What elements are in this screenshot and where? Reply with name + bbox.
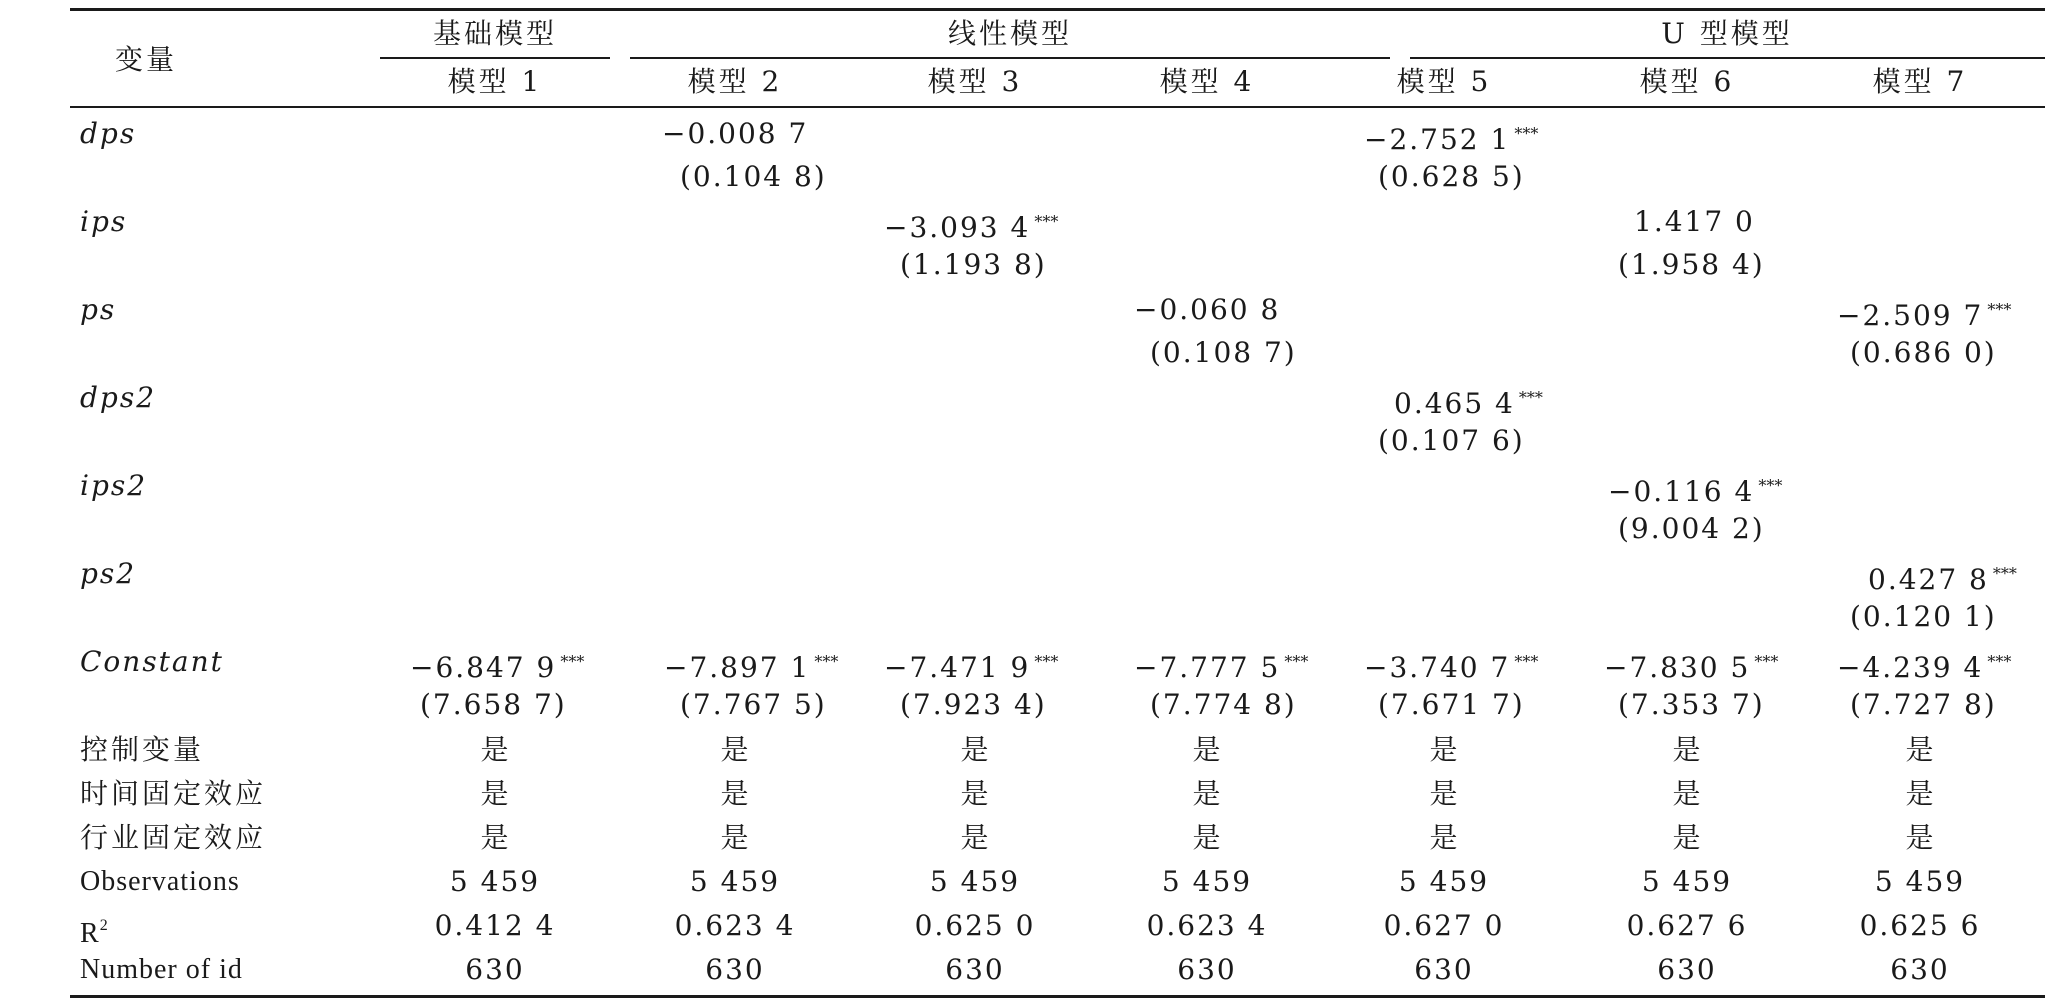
se-constant-m3: (7.923 4) xyxy=(900,688,1047,721)
model-header-2: 模型 2 xyxy=(687,65,783,98)
coef-dps2-m5: 0.465 4 *** xyxy=(1394,387,1543,420)
se-ips-m3: (1.193 8) xyxy=(900,248,1047,281)
industry-fe-m2: 是 xyxy=(720,821,750,854)
se-constant-m5: (7.671 7) xyxy=(1378,688,1525,721)
n-m7: 630 xyxy=(1890,953,1950,986)
group-header-u: U 型模型 xyxy=(1661,17,1793,50)
row-label-dps2: dps2 xyxy=(80,381,157,414)
time-fe-m4: 是 xyxy=(1192,777,1222,810)
time-fe-m6: 是 xyxy=(1672,777,1702,810)
coef-ips-m3: −3.093 4 *** xyxy=(884,211,1059,244)
model-header-3: 模型 3 xyxy=(927,65,1023,98)
se-ips2-m6: (9.004 2) xyxy=(1618,512,1765,545)
row-label-controls: 控制变量 xyxy=(80,733,205,766)
n-m2: 630 xyxy=(705,953,765,986)
industry-fe-m4: 是 xyxy=(1192,821,1222,854)
coef-ps-m7: −2.509 7 *** xyxy=(1837,299,2012,332)
r2-m1: 0.412 4 xyxy=(434,909,556,942)
n-m4: 630 xyxy=(1177,953,1237,986)
observations-m6: 5 459 xyxy=(1641,865,1733,898)
coef-ps-m4: −0.060 8 xyxy=(1134,293,1281,326)
controls-m6: 是 xyxy=(1672,733,1702,766)
stars-ps2-m7: *** xyxy=(1992,564,2017,583)
time-fe-m2: 是 xyxy=(720,777,750,810)
coef-dps-m5: −2.752 1 *** xyxy=(1364,123,1539,156)
n-m3: 630 xyxy=(945,953,1005,986)
r2-m2: 0.623 4 xyxy=(674,909,796,942)
stars-constant-m2: *** xyxy=(814,652,839,671)
se-constant-m6: (7.353 7) xyxy=(1618,688,1765,721)
r2-m3: 0.625 0 xyxy=(914,909,1036,942)
coef-constant-m5: −3.740 7 *** xyxy=(1364,651,1539,684)
coef-ps2-m7: 0.427 8 *** xyxy=(1868,563,2017,596)
time-fe-m1: 是 xyxy=(480,777,510,810)
row-label-number-of-id: Number of id xyxy=(80,954,243,985)
se-ips-m6: (1.958 4) xyxy=(1618,248,1765,281)
se-constant-m7: (7.727 8) xyxy=(1850,688,1997,721)
n-m6: 630 xyxy=(1657,953,1717,986)
observations-m4: 5 459 xyxy=(1161,865,1253,898)
controls-m4: 是 xyxy=(1192,733,1222,766)
observations-m7: 5 459 xyxy=(1874,865,1966,898)
bottom-rule xyxy=(70,995,2045,998)
stars-ps-m7: *** xyxy=(1987,300,2012,319)
coef-constant-m7: −4.239 4 *** xyxy=(1837,651,2012,684)
row-label-ips2: ips2 xyxy=(80,469,148,502)
controls-m7: 是 xyxy=(1905,733,1935,766)
stars-dps2-m5: *** xyxy=(1518,388,1543,407)
se-ps2-m7: (0.120 1) xyxy=(1850,600,1997,633)
time-fe-m3: 是 xyxy=(960,777,990,810)
row-label-time-fe: 时间固定效应 xyxy=(80,777,267,810)
coef-constant-m4: −7.777 5 *** xyxy=(1134,651,1309,684)
row-label-r2: $R^2$ xyxy=(80,917,109,949)
coef-ips-m6: 1.417 0 xyxy=(1634,205,1755,238)
row-label-industry-fe: 行业固定效应 xyxy=(80,821,267,854)
controls-m1: 是 xyxy=(480,733,510,766)
group-rule-linear xyxy=(630,57,1390,59)
model-header-5: 模型 5 xyxy=(1396,65,1492,98)
time-fe-m7: 是 xyxy=(1905,777,1935,810)
row-label-observations: Observations xyxy=(80,866,240,897)
stars-constant-m5: *** xyxy=(1514,652,1539,671)
row-label-dps: dps xyxy=(80,117,137,150)
group-header-base: 基础模型 xyxy=(432,17,558,50)
n-m5: 630 xyxy=(1414,953,1474,986)
time-fe-m5: 是 xyxy=(1429,777,1459,810)
variable-header: 变量 xyxy=(114,43,178,76)
header-rule xyxy=(70,106,2045,108)
r2-m6: 0.627 6 xyxy=(1626,909,1748,942)
se-dps2-m5: (0.107 6) xyxy=(1378,424,1525,457)
controls-m5: 是 xyxy=(1429,733,1459,766)
observations-m3: 5 459 xyxy=(929,865,1021,898)
stars-ips2-m6: *** xyxy=(1758,476,1783,495)
se-dps-m2: (0.104 8) xyxy=(680,160,827,193)
model-header-4: 模型 4 xyxy=(1159,65,1255,98)
group-header-linear: 线性模型 xyxy=(947,17,1073,50)
controls-m2: 是 xyxy=(720,733,750,766)
group-rule-u xyxy=(1410,57,2045,59)
coef-constant-m6: −7.830 5 *** xyxy=(1604,651,1779,684)
coef-ips2-m6: −0.116 4 *** xyxy=(1608,475,1783,508)
r2-m5: 0.627 0 xyxy=(1383,909,1505,942)
se-ps-m4: (0.108 7) xyxy=(1150,336,1297,369)
coef-constant-m1: −6.847 9 *** xyxy=(410,651,585,684)
se-constant-m1: (7.658 7) xyxy=(420,688,567,721)
stars-constant-m3: *** xyxy=(1034,652,1059,671)
row-label-ips: ips xyxy=(80,205,128,238)
se-constant-m4: (7.774 8) xyxy=(1150,688,1297,721)
stars-constant-m7: *** xyxy=(1987,652,2012,671)
r2-m4: 0.623 4 xyxy=(1146,909,1268,942)
r2-superscript: 2 xyxy=(99,917,109,934)
controls-m3: 是 xyxy=(960,733,990,766)
industry-fe-m1: 是 xyxy=(480,821,510,854)
coef-dps-m2: −0.008 7 xyxy=(662,117,809,150)
stars-dps-m5: *** xyxy=(1514,124,1539,143)
industry-fe-m3: 是 xyxy=(960,821,990,854)
group-rule-base xyxy=(380,57,610,59)
se-ps-m7: (0.686 0) xyxy=(1850,336,1997,369)
stars-constant-m1: *** xyxy=(560,652,585,671)
industry-fe-m5: 是 xyxy=(1429,821,1459,854)
stars-ips-m3: *** xyxy=(1034,212,1059,231)
se-constant-m2: (7.767 5) xyxy=(680,688,827,721)
row-label-ps2: ps2 xyxy=(80,557,137,590)
n-m1: 630 xyxy=(465,953,525,986)
industry-fe-m7: 是 xyxy=(1905,821,1935,854)
row-label-constant: Constant xyxy=(80,645,224,678)
model-header-6: 模型 6 xyxy=(1639,65,1735,98)
row-label-ps: ps xyxy=(80,293,117,326)
model-header-1: 模型 1 xyxy=(447,65,543,98)
coef-constant-m3: −7.471 9 *** xyxy=(884,651,1059,684)
observations-m5: 5 459 xyxy=(1398,865,1490,898)
industry-fe-m6: 是 xyxy=(1672,821,1702,854)
observations-m1: 5 459 xyxy=(449,865,541,898)
stars-constant-m6: *** xyxy=(1754,652,1779,671)
model-header-7: 模型 7 xyxy=(1872,65,1968,98)
stars-constant-m4: *** xyxy=(1284,652,1309,671)
observations-m2: 5 459 xyxy=(689,865,781,898)
se-dps-m5: (0.628 5) xyxy=(1378,160,1525,193)
r2-m7: 0.625 6 xyxy=(1859,909,1981,942)
top-rule xyxy=(70,8,2045,11)
coef-constant-m2: −7.897 1 *** xyxy=(664,651,839,684)
